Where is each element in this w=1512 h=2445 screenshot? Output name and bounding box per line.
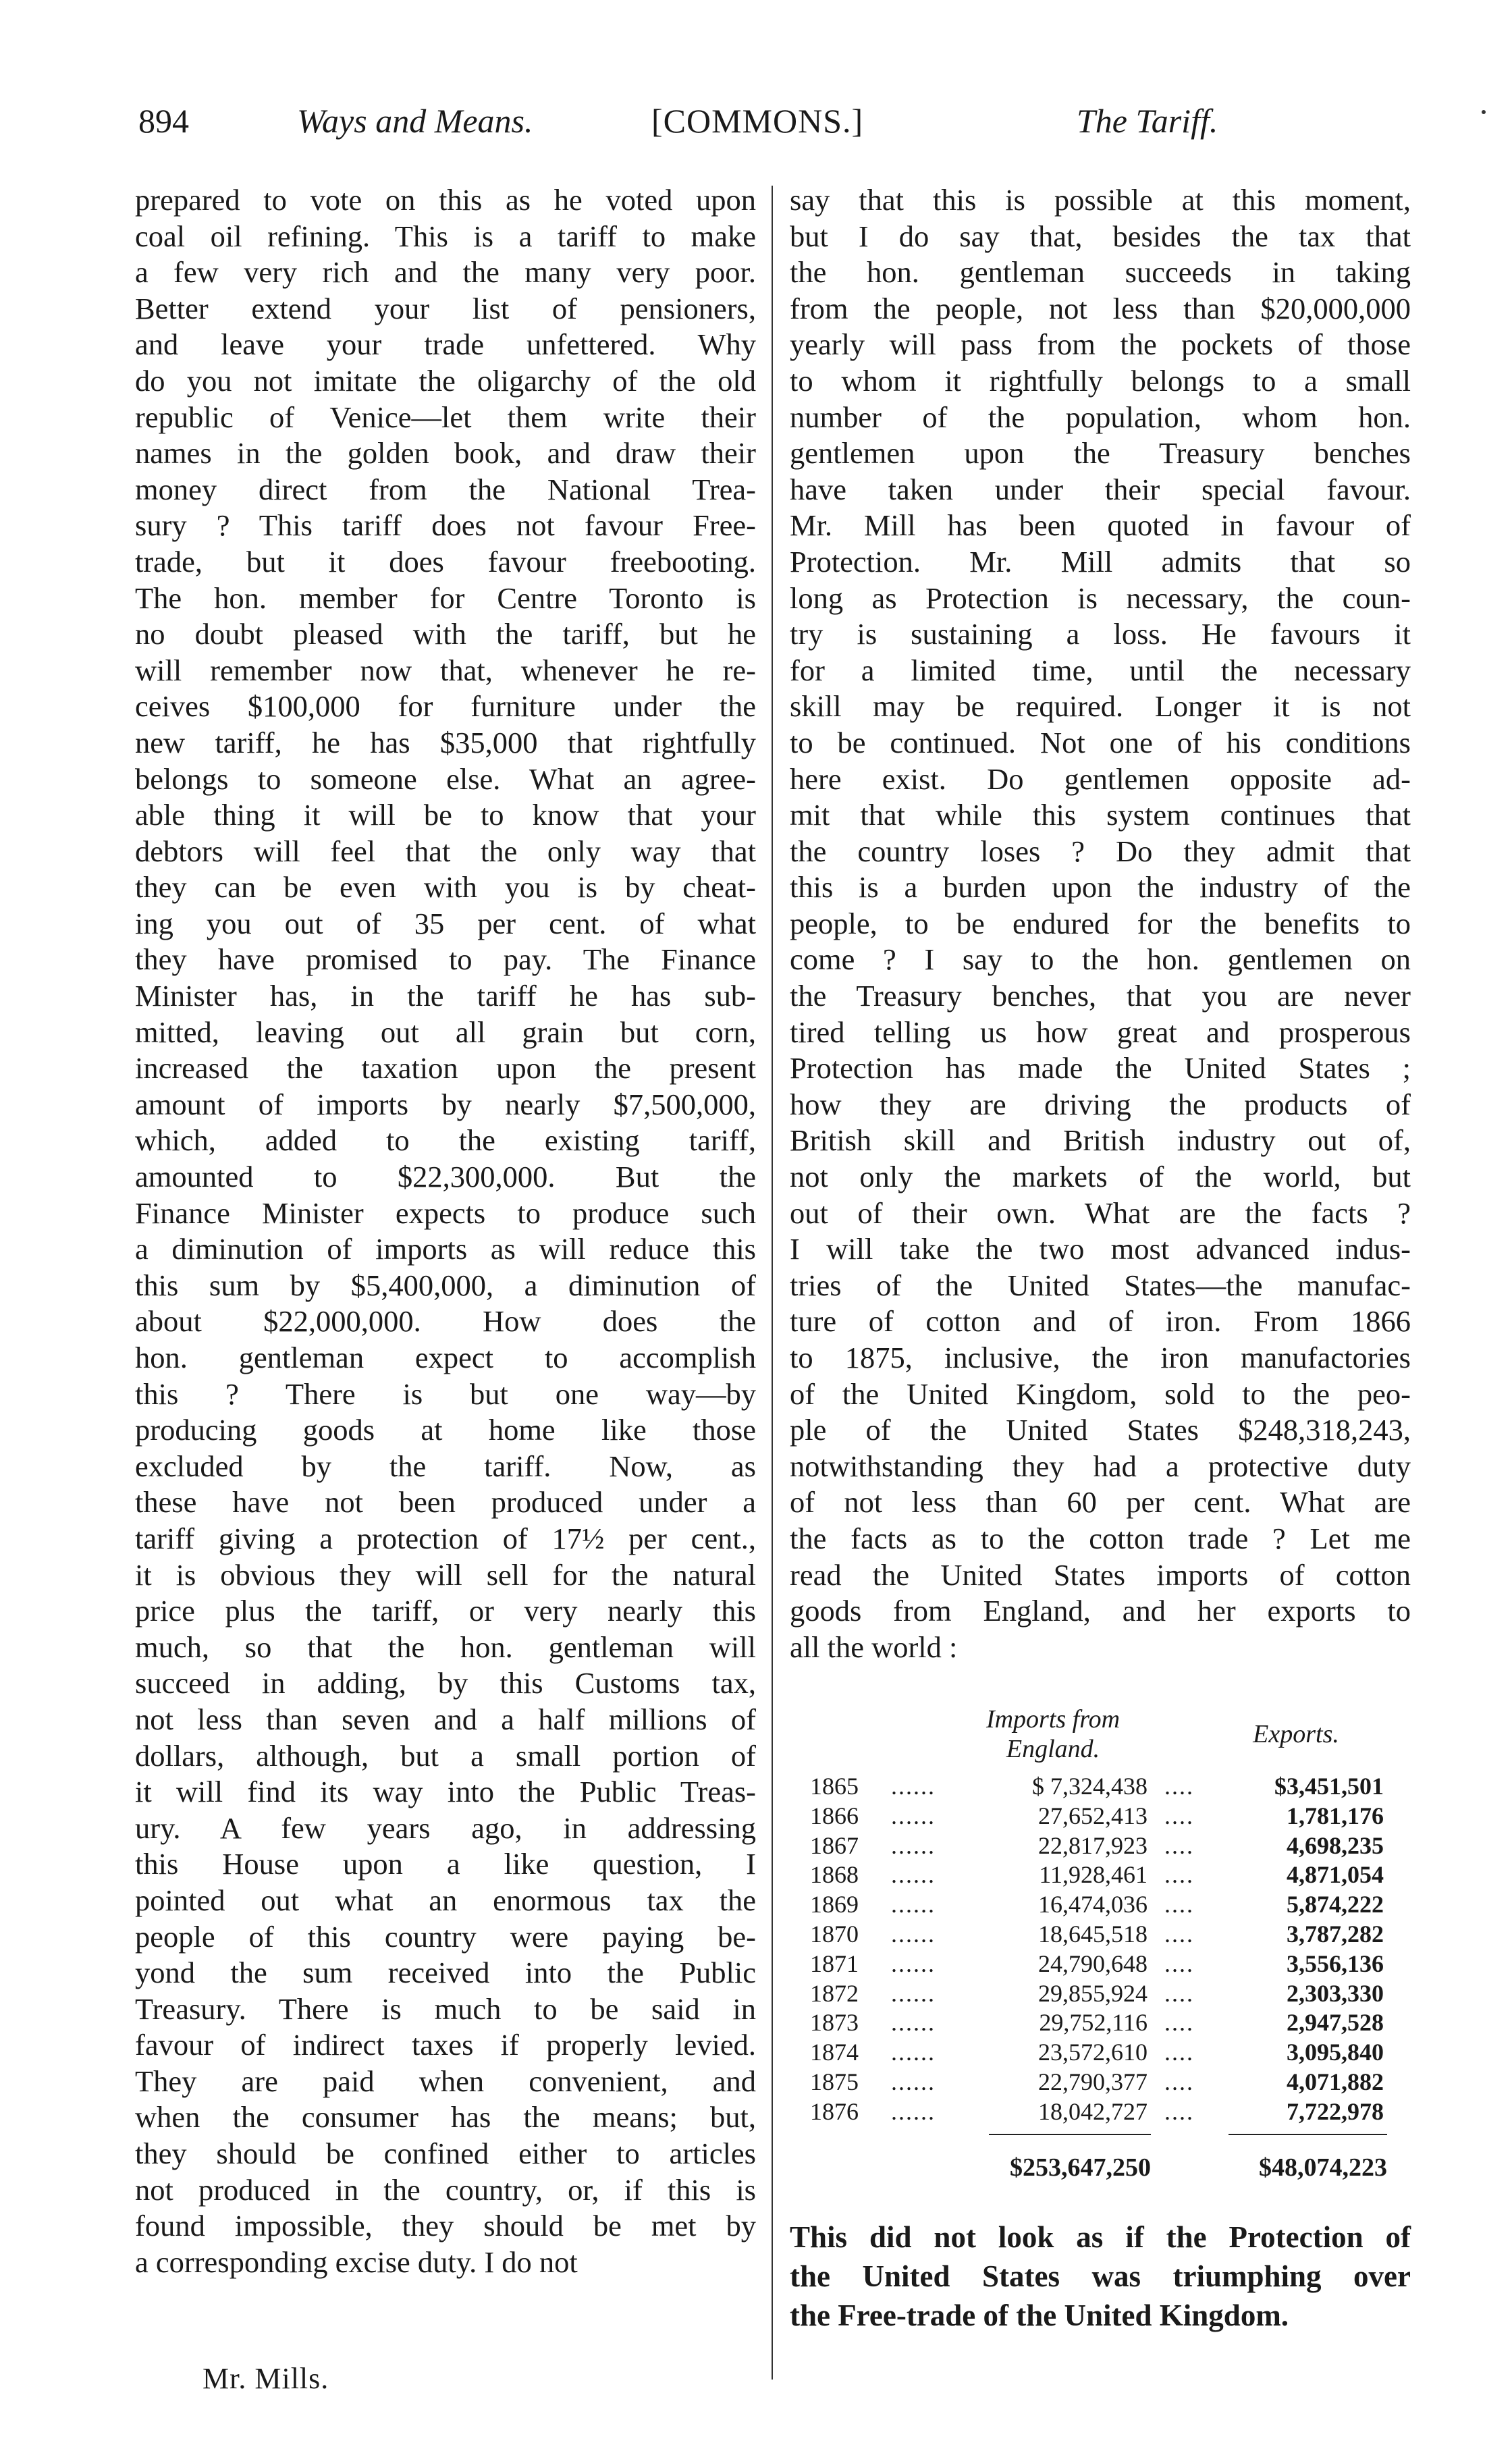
right-column-line: to whom it rightfully belongs to a small: [790, 363, 1411, 398]
left-column-line: it is obvious they will sell for the natural: [135, 1557, 756, 1592]
right-column-line: of not less than 60 per cent. What are: [790, 1485, 1411, 1520]
leader-dots: ....: [1164, 1891, 1194, 1918]
right-column-line: people, to be endured for the benefits to: [790, 906, 1411, 940]
left-column-line: prepared to vote on this as he voted upon: [135, 183, 756, 217]
right-column-line: but I do say that, besides the tax that: [790, 219, 1411, 253]
leader-dots: ......: [891, 2039, 936, 2066]
year-cell: 1866: [810, 1802, 859, 1829]
left-column-line: mitted, leaving out all grain but corn,: [135, 1015, 756, 1049]
left-column-line: and leave your trade unfettered. Why: [135, 327, 756, 362]
exports-total-rule: [1228, 2134, 1387, 2135]
table-row: [810, 2068, 1418, 2097]
table-row: [810, 1890, 1418, 1920]
left-column-line: new tariff, he has $35,000 that rightfully: [135, 725, 756, 759]
right-column-line: try is sustaining a loss. He favours it: [790, 617, 1411, 651]
left-column-line: amount of imports by nearly $7,500,000,: [135, 1087, 756, 1121]
exports-cell: 3,556,136: [1287, 1950, 1384, 1977]
leader-dots: ....: [1164, 1773, 1194, 1800]
left-column-line: dollars, although, but a small portion of: [135, 1738, 756, 1773]
year-cell: 1865: [810, 1773, 859, 1800]
left-column-line: able thing it will be to know that your: [135, 798, 756, 832]
table-row: [810, 1979, 1418, 2009]
imports-cell: 23,572,610: [1038, 2039, 1148, 2066]
left-column-line: The hon. member for Centre Toronto is: [135, 581, 756, 615]
cotton-trade-table: [810, 1704, 1418, 2188]
imports-column-header: Imports from England.: [986, 1705, 1120, 1763]
right-column-line: this is a burden upon the industry of the: [790, 870, 1411, 905]
right-column-line: from the people, not less than $20,000,000: [790, 291, 1411, 325]
margin-dot: [1482, 110, 1486, 114]
left-column-line: a corresponding excise duty. I do not: [135, 2245, 578, 2279]
left-column-line: about $22,000,000. How does the: [135, 1304, 756, 1339]
left-column-line: a diminution of imports as will reduce this: [135, 1232, 756, 1266]
left-column-line: ceives $100,000 for furniture under the: [135, 689, 756, 724]
table-row: [810, 1860, 1418, 1890]
left-column-line: They are paid when convenient, and: [135, 2064, 756, 2098]
right-column-line: number of the population, whom hon.: [790, 400, 1411, 434]
table-header: [810, 1704, 1418, 1772]
left-column-line: Treasury. There is much to be said in: [135, 1991, 756, 2026]
left-column-line: they can be even with you is by cheat-: [135, 870, 756, 905]
imports-cell: 16,474,036: [1038, 1891, 1148, 1918]
right-column-line: the Treasury benches, that you are never: [790, 979, 1411, 1013]
leader-dots: ....: [1164, 1979, 1194, 2007]
year-cell: 1871: [810, 1950, 859, 1977]
table-row: [810, 1831, 1418, 1861]
left-column-line: succeed in adding, by this Customs tax,: [135, 1666, 756, 1700]
leader-dots: ......: [891, 2068, 936, 2095]
year-cell: 1869: [810, 1891, 859, 1918]
page-number: 894: [138, 102, 189, 140]
left-column-line: sury ? This tariff does not favour Free-: [135, 508, 756, 543]
right-column-line: British skill and British industry out of,: [790, 1123, 1411, 1158]
total-exports: $48,074,223: [1259, 2153, 1387, 2182]
leader-dots: ....: [1164, 1950, 1194, 1977]
leader-dots: ....: [1164, 2068, 1194, 2095]
exports-cell: 4,698,235: [1287, 1831, 1384, 1859]
left-column-line: these have not been produced under a: [135, 1485, 756, 1520]
exports-cell: 4,071,882: [1287, 2068, 1384, 2095]
imports-cell: 24,790,648: [1038, 1950, 1148, 1977]
left-column-line: tariff giving a protection of 17½ per cent.,: [135, 1521, 756, 1555]
right-column-line: yearly will pass from the pockets of those: [790, 327, 1411, 362]
exports-cell: 2,303,330: [1287, 1979, 1384, 2007]
leader-dots: ......: [891, 1920, 936, 1947]
right-column-line: tired telling us how great and prosperous: [790, 1015, 1411, 1049]
left-column-line: ury. A few years ago, in addressing: [135, 1810, 756, 1845]
left-column-line: names in the golden book, and draw their: [135, 436, 756, 471]
right-column-line: all the world :: [790, 1630, 958, 1664]
exports-column-header: Exports.: [1253, 1720, 1339, 1748]
running-title-center: [COMMONS.]: [651, 102, 864, 140]
leader-dots: ......: [891, 1831, 936, 1859]
table-row: [810, 1920, 1418, 1950]
left-column-line: Better extend your list of pensioners,: [135, 291, 756, 325]
right-column-line: gentlemen upon the Treasury benches: [790, 436, 1411, 471]
right-column-line: to 1875, inclusive, the iron manufactories: [790, 1341, 1411, 1374]
leader-dots: ....: [1164, 1920, 1194, 1947]
year-cell: 1870: [810, 1920, 859, 1947]
right-column-line: how they are driving the products of: [790, 1087, 1411, 1121]
right-column-line: ture of cotton and of iron. From 1866: [790, 1304, 1411, 1339]
leader-dots: ....: [1164, 1802, 1194, 1829]
table-row: [810, 1802, 1418, 1831]
left-column-line: this ? There is but one way—by: [135, 1376, 756, 1411]
left-column-line: which, added to the existing tariff,: [135, 1123, 756, 1158]
left-column-line: trade, but it does favour freebooting.: [135, 544, 756, 579]
right-column-line: out of their own. What are the facts ?: [790, 1195, 1411, 1230]
exports-cell: 1,781,176: [1287, 1802, 1384, 1829]
leader-dots: ......: [891, 2097, 936, 2125]
left-column-line: debtors will feel that the only way that: [135, 834, 756, 868]
conclusion-line: This did not look as if the Protection of: [790, 2220, 1411, 2254]
left-column-line: this sum by $5,400,000, a diminution of: [135, 1268, 756, 1302]
left-column-line: it will find its way into the Public Treas-: [135, 1775, 756, 1809]
leader-dots: ......: [891, 1773, 936, 1800]
year-cell: 1874: [810, 2039, 859, 2066]
left-column-line: they have promised to pay. The Finance: [135, 942, 756, 977]
leader-dots: ......: [891, 1861, 936, 1889]
right-column-line: to be continued. Not one of his conditions: [790, 725, 1411, 759]
right-column-line: long as Protection is necessary, the coun-: [790, 581, 1411, 615]
left-column-line: they should be confined either to articles: [135, 2137, 756, 2171]
table-row: [810, 1772, 1418, 1802]
table-row: [810, 2008, 1418, 2038]
leader-dots: ....: [1164, 1831, 1194, 1859]
left-column-line: increased the taxation upon the present: [135, 1051, 756, 1085]
leader-dots: ......: [891, 1802, 936, 1829]
left-column-line: yond the sum received into the Public: [135, 1956, 756, 1990]
left-column-line: do you not imitate the oligarchy of the old: [135, 363, 756, 398]
left-column-line: found impossible, they should be met by: [135, 2209, 756, 2243]
conclusion-line: the United States was triumphing over: [790, 2259, 1411, 2293]
year-cell: 1867: [810, 1831, 859, 1859]
conclusion-paragraph: [790, 2218, 1411, 2335]
right-column-line: here exist. Do gentlemen opposite ad-: [790, 761, 1411, 796]
right-column-line: Protection. Mr. Mill admits that so: [790, 544, 1411, 579]
imports-total-rule: [989, 2134, 1151, 2135]
table-row: [810, 2038, 1418, 2068]
imports-cell: 29,752,116: [1039, 2009, 1148, 2037]
right-column-line: for a limited time, until the necessary: [790, 653, 1411, 687]
left-column-line: Minister has, in the tariff he has sub-: [135, 979, 756, 1013]
left-column-line: will remember now that, whenever he re-: [135, 653, 756, 687]
left-column-line: excluded by the tariff. Now, as: [135, 1449, 756, 1483]
right-column-line: Protection has made the United States ;: [790, 1051, 1411, 1085]
right-column-line: goods from England, and her exports to: [790, 1594, 1411, 1628]
leader-dots: ......: [891, 1891, 936, 1918]
total-rules: [810, 2127, 1418, 2147]
year-cell: 1875: [810, 2068, 859, 2095]
left-column-line: Finance Minister expects to produce such: [135, 1195, 756, 1230]
table-row: [810, 2097, 1418, 2127]
left-column-line: coal oil refining. This is a tariff to make: [135, 219, 756, 253]
exports-cell: 3,787,282: [1287, 1920, 1384, 1947]
leader-dots: ....: [1164, 1861, 1194, 1889]
right-column-line: Mr. Mill has been quoted in favour of: [790, 508, 1411, 543]
conclusion-line: the Free-trade of the United Kingdom.: [790, 2299, 1289, 2332]
right-column-line: I will take the two most advanced indus-: [790, 1232, 1411, 1266]
right-column-line: of the United Kingdom, sold to the peo-: [790, 1376, 1411, 1411]
year-cell: 1872: [810, 1979, 859, 2007]
right-column-line: tries of the United States—the manufac-: [790, 1268, 1411, 1302]
speaker-name: Mr. Mills.: [202, 2362, 329, 2395]
leader-dots: ......: [891, 2009, 936, 2037]
left-column-line: producing goods at home like those: [135, 1413, 756, 1447]
left-column-line: a few very rich and the many very poor.: [135, 255, 756, 290]
year-cell: 1873: [810, 2009, 859, 2037]
left-column-line: price plus the tariff, or very nearly this: [135, 1594, 756, 1628]
column-divider: [772, 186, 773, 2380]
imports-cell: 22,817,923: [1038, 1831, 1148, 1859]
year-cell: 1868: [810, 1861, 859, 1889]
exports-cell: 5,874,222: [1287, 1891, 1384, 1918]
left-column-line: people of this country were paying be-: [135, 1919, 756, 1954]
right-column-line: the hon. gentleman succeeds in taking: [790, 255, 1411, 290]
table-body: [810, 1772, 1418, 2127]
right-column-line: come ? I say to the hon. gentlemen on: [790, 942, 1411, 977]
left-column-line: ing you out of 35 per cent. of what: [135, 906, 756, 940]
right-column-line: notwithstanding they had a protective duty: [790, 1449, 1411, 1483]
left-column-line: belongs to someone else. What an agree-: [135, 761, 756, 796]
imports-cell: 11,928,461: [1039, 1861, 1148, 1889]
imports-cell: 18,645,518: [1038, 1920, 1148, 1947]
imports-cell: 22,790,377: [1038, 2068, 1148, 2095]
right-column-line: ple of the United States $248,318,243,: [790, 1413, 1411, 1447]
exports-cell: 7,722,978: [1287, 2097, 1384, 2125]
imports-cell: 27,652,413: [1038, 1802, 1148, 1829]
right-column-line: mit that while this system continues that: [790, 798, 1411, 832]
right-column: [790, 182, 1411, 1665]
left-column-line: hon. gentleman expect to accomplish: [135, 1341, 756, 1374]
leader-dots: ....: [1164, 2097, 1194, 2125]
leader-dots: ......: [891, 1979, 936, 2007]
imports-cell: 18,042,727: [1038, 2097, 1148, 2125]
left-column-line: not less than seven and a half millions of: [135, 1702, 756, 1736]
left-column-line: no doubt pleased with the tariff, but he: [135, 617, 756, 651]
leader-dots: ......: [891, 1950, 936, 1977]
left-column-line: not produced in the country, or, if this is: [135, 2172, 756, 2207]
right-column-line: read the United States imports of cotton: [790, 1557, 1411, 1592]
total-imports: $253,647,250: [1010, 2153, 1151, 2182]
right-column-line: the country loses ? Do they admit that: [790, 834, 1411, 868]
running-title-right: The Tariff.: [1077, 102, 1218, 140]
left-column-line: this House upon a like question, I: [135, 1847, 756, 1881]
imports-cell: 29,855,924: [1038, 1979, 1148, 2007]
leader-dots: ....: [1164, 2039, 1194, 2066]
year-cell: 1876: [810, 2097, 859, 2125]
exports-cell: $3,451,501: [1274, 1773, 1384, 1800]
running-title-left: Ways and Means.: [297, 102, 533, 140]
right-column-line: the facts as to the cotton trade ? Let me: [790, 1521, 1411, 1555]
imports-cell: $ 7,324,438: [1032, 1773, 1148, 1800]
left-column-line: favour of indirect taxes if properly levied.: [135, 2028, 756, 2062]
left-column-line: amounted to $22,300,000. But the: [135, 1160, 756, 1194]
exports-cell: 2,947,528: [1287, 2009, 1384, 2037]
left-column-line: when the consumer has the means; but,: [135, 2100, 756, 2134]
exports-cell: 4,871,054: [1287, 1861, 1384, 1889]
table-row: [810, 1950, 1418, 1979]
right-column-line: not only the markets of the world, but: [790, 1160, 1411, 1194]
left-column: [135, 182, 756, 2280]
right-column-line: have taken under their special favour.: [790, 472, 1411, 506]
left-column-line: money direct from the National Trea-: [135, 472, 756, 506]
page-header: [138, 101, 1232, 149]
table-total-row: [810, 2147, 1418, 2188]
right-column-line: say that this is possible at this moment,: [790, 183, 1411, 217]
leader-dots: ....: [1164, 2009, 1194, 2037]
left-column-line: pointed out what an enormous tax the: [135, 1883, 756, 1917]
left-column-line: republic of Venice—let them write their: [135, 400, 756, 434]
exports-cell: 3,095,840: [1287, 2039, 1384, 2066]
left-column-line: much, so that the hon. gentleman will: [135, 1630, 756, 1664]
right-column-line: skill may be required. Longer it is not: [790, 689, 1411, 724]
